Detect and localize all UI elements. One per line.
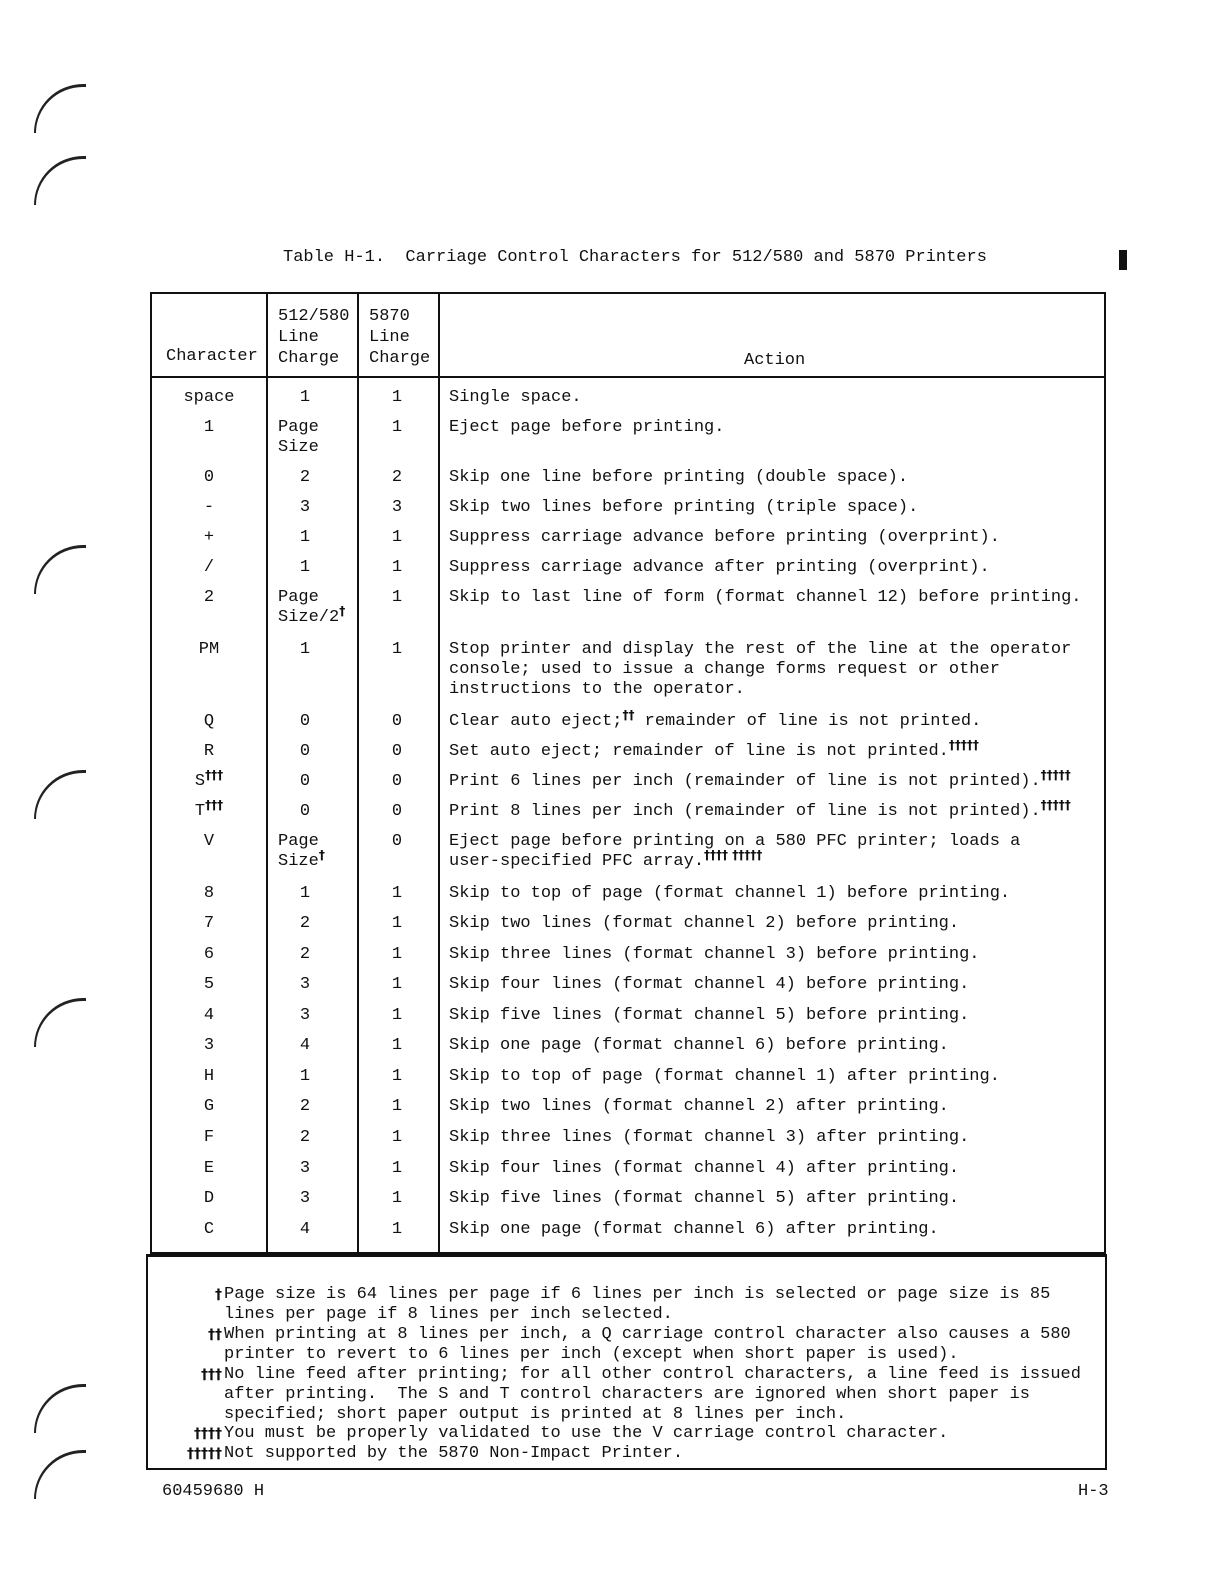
line-charge-512-cell [268,772,342,792]
character-cell [152,975,266,995]
line-charge-5870-cell-text: 1 [391,640,403,659]
action-cell [449,768,1099,792]
action-cell [449,1220,1099,1240]
footnote-text: You must be properly validated to use the V carriage control character. [224,1424,949,1443]
character-cell-text: 8 [203,884,215,903]
line-charge-512-cell-text: 1 [299,558,311,577]
binder-hole-5 [34,998,86,1047]
action-cell [449,588,1099,608]
line-charge-512-cell-text: 1 [299,388,311,407]
line-charge-512-cell [268,975,342,995]
line-charge-512-cell-text: 3 [299,1189,311,1208]
action-cell [449,975,1099,995]
line-charge-5870-cell [360,1159,434,1179]
line-charge-512-cell [268,1189,342,1209]
line-charge-512-cell [268,1128,342,1148]
line-charge-5870-cell-text: 1 [391,558,403,577]
character-cell-text: 6 [203,945,215,964]
footnote [208,1325,1071,1365]
line-charge-5870-cell-text: 3 [391,498,403,517]
action-cell-text: Skip one line before printing (double space). [449,468,909,487]
line-charge-512-cell-text: 2 [299,945,311,964]
action-cell [449,1036,1099,1056]
footnote-dagger: †††† ††††† [704,848,763,862]
footnote-text: When printing at 8 lines per inch, a Q carriage control character also causes a 580 printer to revert to 6 lines per inch (except when short paper is used). [224,1325,1071,1364]
footnote-dagger: † [318,848,325,862]
line-charge-512-cell [268,742,342,762]
line-charge-5870-cell-text: 1 [391,418,403,437]
character-cell-text: F [203,1128,215,1147]
action-cell-text: Print 8 lines per inch (remainder of line is not printed). [449,802,1041,821]
line-charge-512-cell [268,1220,342,1240]
character-cell [152,945,266,965]
line-charge-5870-cell [360,945,434,965]
action-cell [449,1189,1099,1209]
action-cell-text: Skip three lines (format channel 3) after printing. [449,1128,970,1147]
line-charge-5870-cell-text: 1 [391,1128,403,1147]
line-charge-5870-cell [360,588,434,608]
line-charge-5870-cell-text: 0 [391,802,403,821]
line-charge-5870-cell [360,914,434,934]
action-cell-text: Skip three lines (format channel 3) before printing. [449,945,980,964]
line-charge-5870-cell [360,640,434,660]
action-cell-text: Skip two lines (format channel 2) before printing. [449,914,960,933]
action-cell [449,832,1099,872]
line-charge-5870-cell [360,975,434,995]
action-cell [449,528,1099,548]
line-charge-512-cell-text: 3 [299,498,311,517]
action-cell-text: Single space. [449,388,582,407]
action-cell-text: Skip one page (format channel 6) after printing. [449,1220,939,1239]
line-charge-5870-cell-text: 0 [391,742,403,761]
footnote [194,1424,949,1444]
character-cell-text: C [203,1220,215,1239]
action-cell-text: Skip to top of page (format channel 1) after printing. [449,1067,1000,1086]
footnote-marker: ††††† [187,1446,222,1462]
character-cell [152,712,266,732]
line-charge-512-cell [268,1036,342,1056]
line-charge-512-cell-text: 2 [299,468,311,487]
footnote-marker: †††† [194,1426,222,1442]
line-charge-5870-cell-text: 1 [391,528,403,547]
action-cell [449,884,1099,904]
footnote-text: Page size is 64 lines per page if 6 lines per inch is selected or page size is 85 lines per page if 8 lines per inch selected. [224,1285,1051,1324]
action-cell-tail: remainder of line is not printed. [634,712,982,731]
character-cell-text: E [203,1159,215,1178]
character-cell-text: 3 [203,1036,215,1055]
header-512-line-charge: 512/580 Line Charge [278,307,350,368]
line-charge-5870-cell-text: 1 [391,1159,403,1178]
line-charge-5870-cell-text: 1 [391,1006,403,1025]
line-charge-5870-cell [360,802,434,822]
character-cell [152,1067,266,1087]
line-charge-512-cell [268,945,342,965]
character-cell-text: R [203,742,215,761]
line-charge-5870-cell [360,498,434,518]
action-cell-text: Skip two lines before printing (triple space). [449,498,919,517]
line-charge-512-cell [268,884,342,904]
character-cell-text: + [203,528,215,547]
line-charge-512-cell [268,1159,342,1179]
character-cell-text: V [203,832,215,851]
line-charge-5870-cell [360,418,434,438]
action-cell-text: Eject page before printing on a 580 PFC printer; loads a user-specified PFC array. [449,832,1021,871]
character-cell [152,1006,266,1026]
line-charge-512-cell [268,1067,342,1087]
character-cell [152,1220,266,1240]
footnote-text: No line feed after printing; for all other control characters, a line feed is issued after printing. The S and T control characters are ignored when short paper is specified; short paper output is printed at 8 lines per inch. [224,1365,1081,1424]
line-charge-512-cell [268,1006,342,1026]
footnote-marker: ††† [201,1367,222,1383]
line-charge-512-cell [268,528,342,548]
action-cell-text: Suppress carriage advance after printing (overprint). [449,558,990,577]
character-cell-text: G [203,1097,215,1116]
line-charge-5870-cell [360,712,434,732]
line-charge-512-cell [268,712,342,732]
character-cell [152,558,266,578]
line-charge-5870-cell [360,742,434,762]
action-cell [449,945,1099,965]
line-charge-5870-cell [360,1220,434,1240]
footnote-marker: † [215,1287,222,1303]
line-charge-512-cell-text: 3 [299,1006,311,1025]
line-charge-512-cell-text: 4 [299,1220,311,1239]
line-charge-5870-cell [360,468,434,488]
character-cell-text: T [194,802,206,821]
character-cell-text: 4 [203,1006,215,1025]
character-cell [152,742,266,762]
footnote-dagger: †† [622,708,635,722]
character-cell [152,798,266,822]
action-cell-text: Skip five lines (format channel 5) after printing. [449,1189,960,1208]
character-cell-text: / [203,558,215,577]
action-cell [449,498,1099,518]
line-charge-5870-cell-text: 1 [391,1067,403,1086]
footnote-dagger: ††††† [1040,798,1071,812]
line-charge-5870-cell [360,832,434,852]
line-charge-512-cell-text: 0 [299,772,311,791]
line-charge-5870-cell [360,1036,434,1056]
line-charge-5870-cell [360,388,434,408]
character-cell [152,588,266,608]
line-charge-5870-cell-text: 2 [391,468,403,487]
line-charge-512-cell-text: Page Size/2 [278,588,340,627]
character-cell [152,768,266,792]
character-cell-text: 5 [203,975,215,994]
line-charge-512-cell-text: 2 [299,914,311,933]
column-divider [438,294,440,1252]
character-cell [152,498,266,518]
line-charge-5870-cell-text: 0 [391,712,403,731]
line-charge-5870-cell-text: 1 [391,945,403,964]
line-charge-512-cell-text: 2 [299,1097,311,1116]
footnote-dagger: ††††† [948,738,979,752]
action-cell-text: Skip to top of page (format channel 1) before printing. [449,884,1011,903]
action-cell [449,798,1099,822]
action-cell [449,708,1099,732]
line-charge-512-cell [278,588,366,628]
line-charge-5870-cell [360,1097,434,1117]
line-charge-512-cell [268,1097,342,1117]
character-cell [152,418,266,438]
line-charge-512-cell [268,640,342,660]
footnote-text: Not supported by the 5870 Non-Impact Printer. [224,1444,684,1463]
line-charge-5870-cell [360,1128,434,1148]
character-cell [152,640,266,660]
line-charge-5870-cell [360,884,434,904]
line-charge-5870-cell-text: 1 [391,1097,403,1116]
line-charge-5870-cell [360,558,434,578]
line-charge-512-cell-text: 2 [299,1128,311,1147]
character-cell [152,1159,266,1179]
footnote [215,1285,1051,1325]
line-charge-5870-cell [360,528,434,548]
action-cell [449,468,1099,488]
character-cell-text: space [183,388,235,407]
line-charge-512-cell-text: 0 [299,802,311,821]
line-charge-512-cell [268,558,342,578]
line-charge-5870-cell-text: 1 [391,588,403,607]
character-cell [152,1097,266,1117]
action-cell-text: Set auto eject; remainder of line is not printed. [449,742,949,761]
action-cell-text: Suppress carriage advance before printing (overprint). [449,528,1000,547]
action-cell [449,1097,1099,1117]
header-5870-line-charge: 5870 Line Charge [369,307,431,368]
line-charge-5870-cell-text: 1 [391,975,403,994]
action-cell-text: Skip one page (format channel 6) before printing. [449,1036,949,1055]
character-cell-text: PM [198,640,220,659]
action-cell [449,418,1099,438]
line-charge-5870-cell [360,1006,434,1026]
action-cell-text: Print 6 lines per inch (remainder of line is not printed). [449,772,1041,791]
character-cell [152,388,266,408]
footnotes-box [146,1254,1107,1470]
action-cell-text: Clear auto eject; [449,712,623,731]
header-action: Action [744,351,806,370]
footnote-dagger: † [339,604,346,618]
line-charge-5870-cell-text: 1 [391,1220,403,1239]
footnote-dagger: ††††† [1040,768,1071,782]
binder-hole-3 [34,545,86,594]
action-cell-text: Eject page before printing. [449,418,725,437]
line-charge-512-cell-text: 1 [299,884,311,903]
line-charge-512-cell-text: 1 [299,528,311,547]
character-cell [152,528,266,548]
action-cell [449,738,1099,762]
character-cell-text: 2 [203,588,215,607]
doc-number: 60459680 H [162,1482,265,1501]
binder-hole-6 [34,1384,86,1433]
character-cell-text: 7 [203,914,215,933]
action-cell [449,1006,1099,1026]
line-charge-5870-cell-text: 0 [391,832,403,851]
line-charge-5870-cell [360,772,434,792]
action-cell [449,388,1099,408]
character-cell [152,914,266,934]
character-cell [152,832,266,852]
table-caption: Table H-1. Carriage Control Characters for 512/580 and 5870 Printers [283,248,987,267]
action-cell-text: Stop printer and display the rest of the line at the operator console; used to issue a change forms request or other instructions to the operator. [449,640,1072,699]
line-charge-5870-cell-text: 0 [391,772,403,791]
action-cell-text: Skip two lines (format channel 2) after printing. [449,1097,949,1116]
footnote-dagger: ††† [205,768,224,782]
line-charge-512-cell [268,468,342,488]
character-cell-text: 0 [203,468,215,487]
action-cell [449,1159,1099,1179]
footnote-dagger: ††† [205,798,224,812]
character-cell-text: - [203,498,215,517]
line-charge-512-cell-text: Page Size [278,418,319,457]
line-charge-512-cell [278,418,366,458]
header-character: Character [166,347,258,366]
character-cell [152,884,266,904]
action-cell [449,1067,1099,1087]
page-number: H-3 [1078,1482,1109,1501]
line-charge-512-cell-text: 3 [299,1159,311,1178]
line-charge-5870-cell [360,1189,434,1209]
header-rule [152,376,1104,378]
action-cell-text: Skip five lines (format channel 5) before printing. [449,1006,970,1025]
action-cell [449,1128,1099,1148]
character-cell-text: 1 [203,418,215,437]
carriage-control-table [150,292,1106,1254]
line-charge-5870-cell-text: 1 [391,884,403,903]
line-charge-512-cell [268,914,342,934]
line-charge-5870-cell-text: 1 [391,1036,403,1055]
line-charge-512-cell [268,388,342,408]
character-cell [152,1189,266,1209]
character-cell-text: Q [203,712,215,731]
line-charge-512-cell-text: 3 [299,975,311,994]
action-cell-text: Skip four lines (format channel 4) before printing. [449,975,970,994]
action-cell-text: Skip four lines (format channel 4) after printing. [449,1159,960,1178]
binder-hole-7 [34,1450,86,1499]
character-cell-text: H [203,1067,215,1086]
change-bar [1119,250,1127,270]
line-charge-512-cell-text: 4 [299,1036,311,1055]
action-cell-text: Skip to last line of form (format channel 12) before printing. [449,588,1082,607]
footnote [201,1365,1081,1425]
line-charge-512-cell-text: 0 [299,742,311,761]
line-charge-5870-cell-text: 1 [391,1189,403,1208]
line-charge-512-cell [268,498,342,518]
character-cell-text: D [203,1189,215,1208]
line-charge-512-cell-text: 1 [299,1067,311,1086]
action-cell [449,558,1099,578]
binder-hole-2 [34,156,86,205]
line-charge-5870-cell-text: 1 [391,914,403,933]
footnote-marker: †† [208,1327,222,1343]
character-cell [152,468,266,488]
binder-hole-4 [34,770,86,819]
line-charge-512-cell-text: 1 [299,640,311,659]
line-charge-512-cell-text: Page Size [278,832,319,871]
line-charge-5870-cell-text: 1 [391,388,403,407]
character-cell-text: S [194,772,206,791]
character-cell [152,1036,266,1056]
line-charge-512-cell-text: 0 [299,712,311,731]
line-charge-5870-cell [360,1067,434,1087]
binder-hole-1 [34,84,86,133]
footnote [187,1444,684,1464]
line-charge-512-cell [268,802,342,822]
line-charge-512-cell [278,832,366,872]
action-cell [449,640,1099,700]
action-cell [449,914,1099,934]
character-cell [152,1128,266,1148]
